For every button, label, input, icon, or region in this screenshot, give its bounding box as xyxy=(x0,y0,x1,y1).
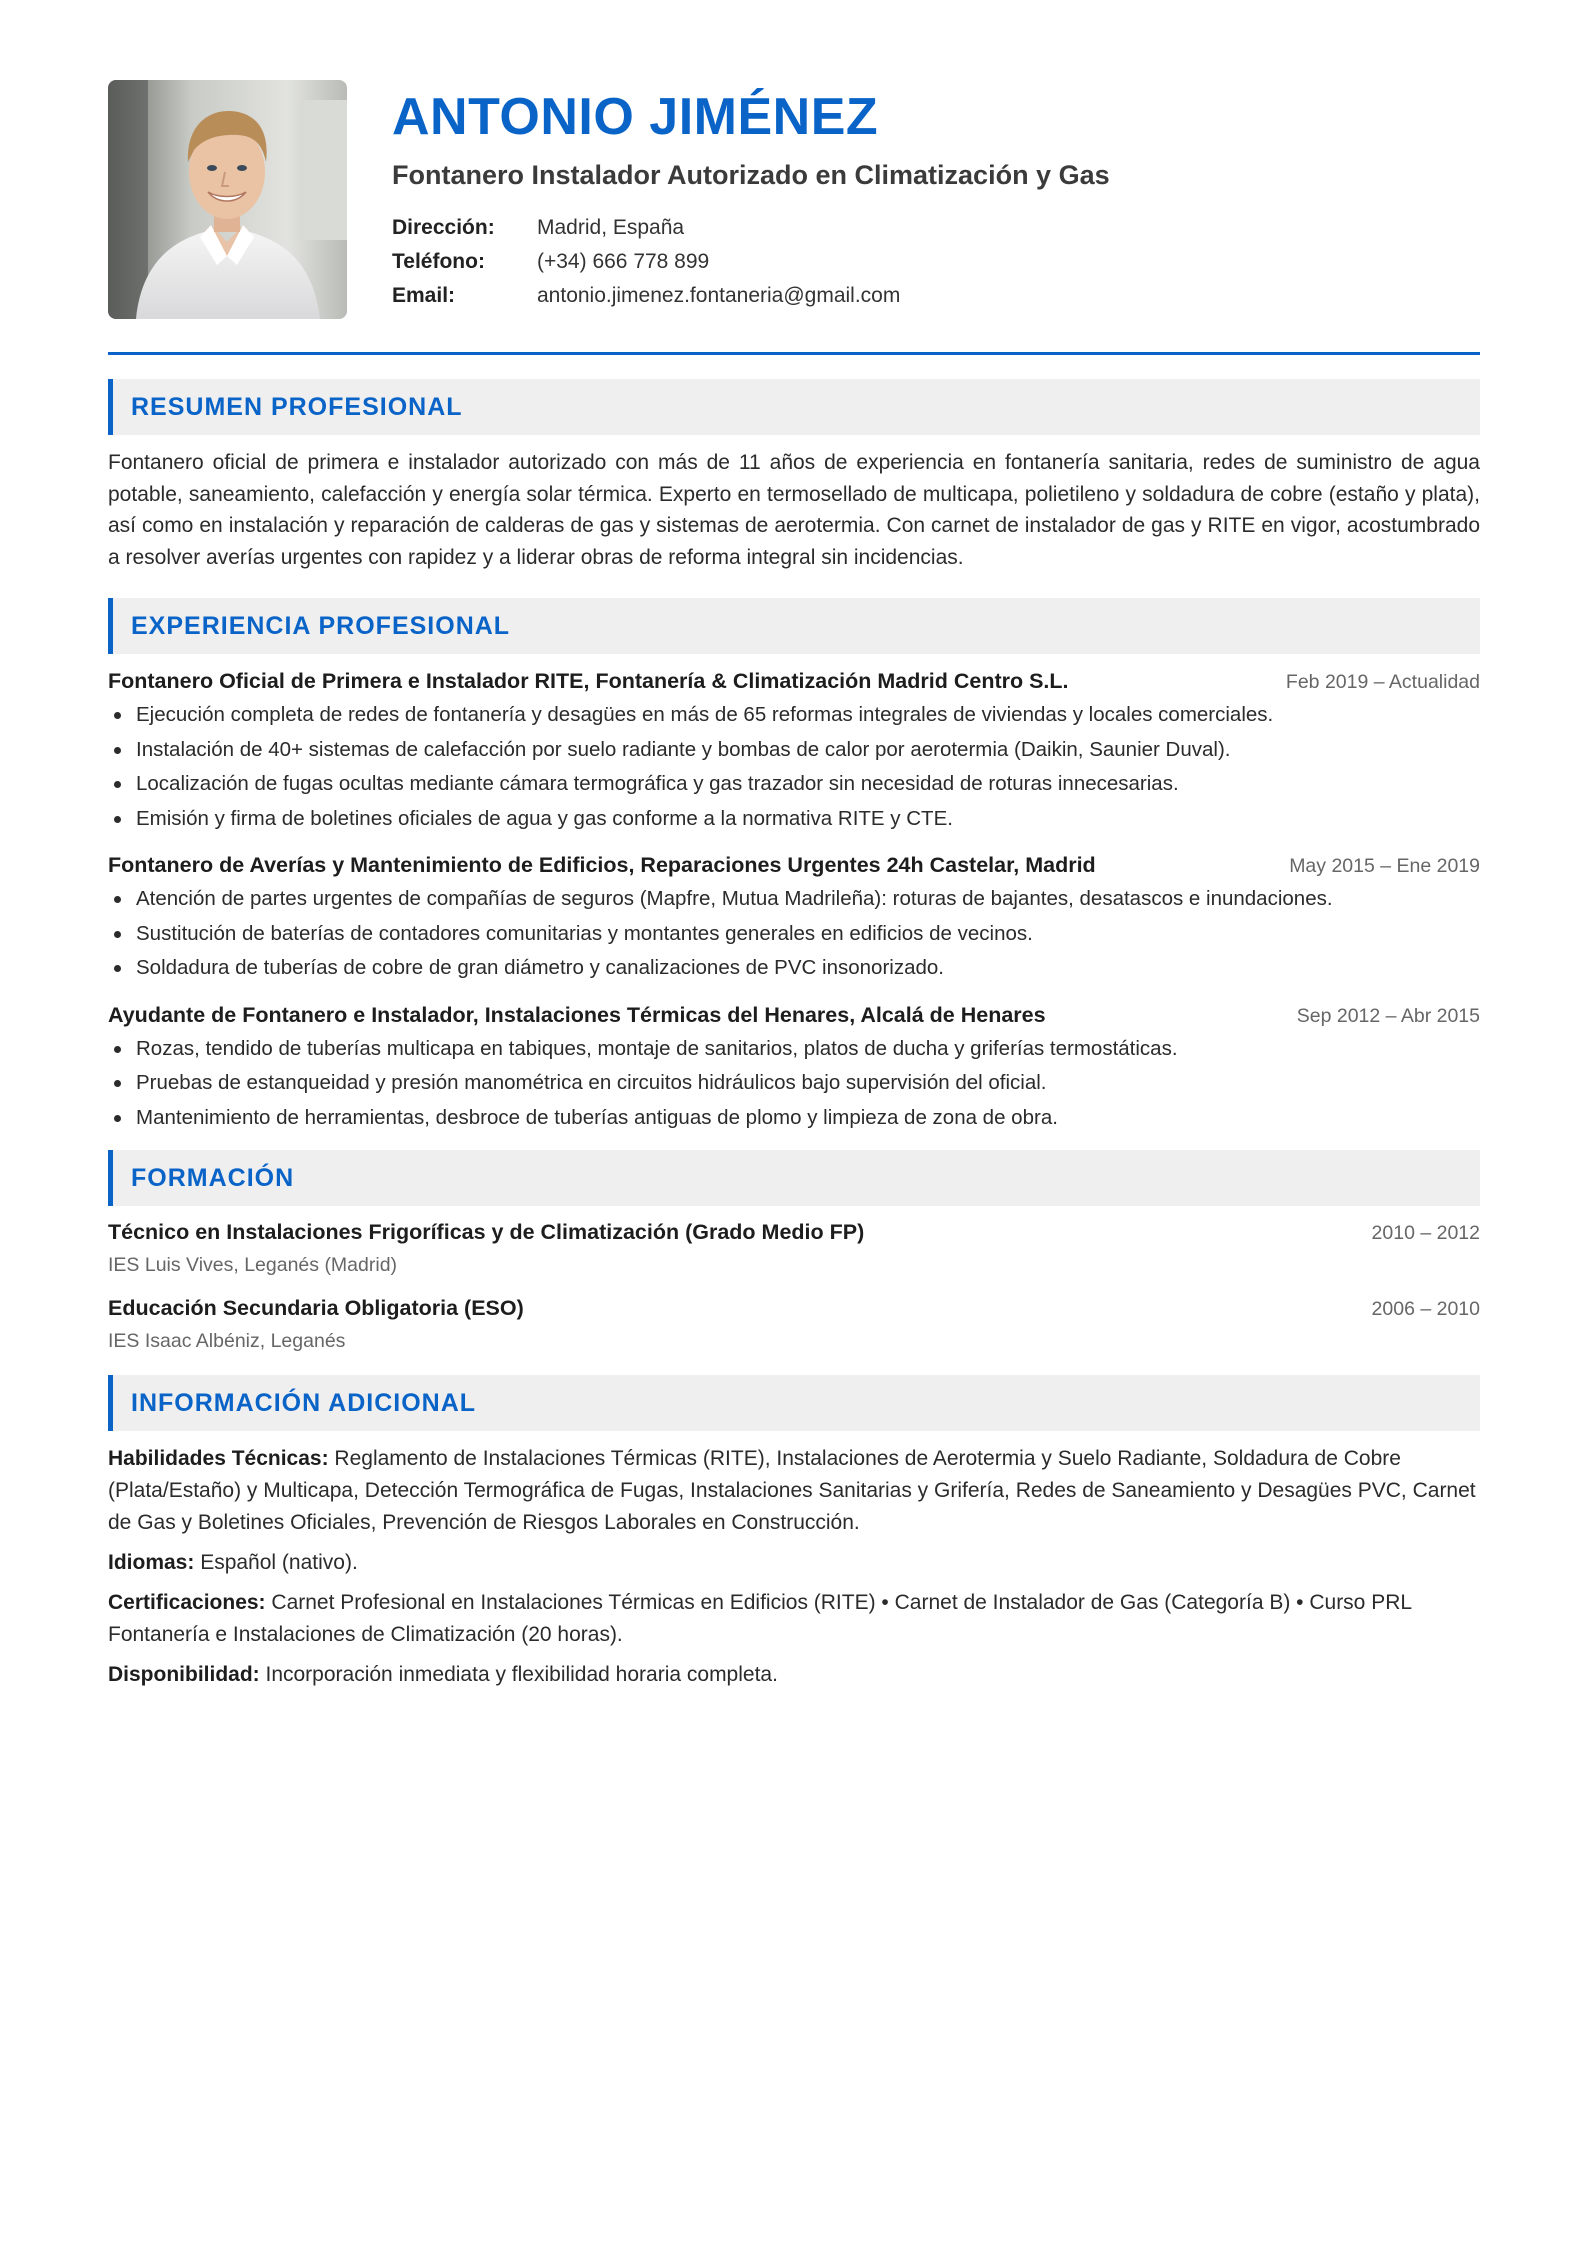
bullet-item: Ejecución completa de redes de fontanería y desagües en más de 65 reformas integrales de viviendas y locales comerciales. xyxy=(108,698,1480,733)
education-school: IES Isaac Albéniz, Leganés xyxy=(108,1330,346,1352)
contact-label: Teléfono: xyxy=(392,250,485,273)
additional-availability xyxy=(108,1659,1480,1691)
contact-value: antonio.jimenez.fontaneria@gmail.com xyxy=(537,284,901,307)
header-divider xyxy=(108,352,1480,355)
education-date: 2006 – 2010 xyxy=(1371,1298,1480,1320)
section-heading-text: INFORMACIÓN ADICIONAL xyxy=(131,1388,477,1417)
profile-photo xyxy=(108,80,347,319)
bullet-item: Mantenimiento de herramientas, desbroce de tuberías antiguas de plomo y limpieza de zona de obra. xyxy=(108,1101,1480,1136)
section-heading-text: EXPERIENCIA PROFESIONAL xyxy=(131,611,511,640)
section-heading-text: RESUMEN PROFESIONAL xyxy=(131,392,463,421)
job-bullets xyxy=(108,698,1480,836)
summary-text: Fontanero oficial de primera e instalador autorizado con más de 11 años de experiencia en fontanería sanitaria, redes de suministro de agua potable, saneamiento, calefacción y energía solar térmica. Experto en termosellado de multicapa, polietileno y soldadura de cobre (estaño y plata), así como en instalación y reparación de calderas de gas y sistemas de aerotermia. Con carnet de instalador de gas y RITE en vigor, acostumbrado a resolver averías urgentes con rapidez y a liderar obras de reforma integral sin incidencias. xyxy=(108,451,1480,569)
job-bullets xyxy=(108,882,1480,986)
bullet-item: Rozas, tendido de tuberías multicapa en tabiques, montaje de sanitarios, platos de ducha y griferías termostáticas. xyxy=(108,1032,1480,1067)
contact-value: Madrid, España xyxy=(537,216,685,239)
bullet-item: Pruebas de estanqueidad y presión manométrica en circuitos hidráulicos bajo supervisión del oficial. xyxy=(108,1066,1480,1101)
contact-label: Email: xyxy=(392,284,456,307)
candidate-name: ANTONIO JIMÉNEZ xyxy=(392,88,879,146)
additional-text: Incorporación inmediata y flexibilidad horaria completa. xyxy=(259,1663,778,1686)
job-title: Fontanero Oficial de Primera e Instalador RITE, Fontanería & Climatización Madrid Centro S.L. xyxy=(108,669,1069,693)
section-heading-education xyxy=(108,1150,1480,1206)
bullet-item: Atención de partes urgentes de compañías de seguros (Mapfre, Mutua Madrileña): roturas de bajantes, desatascos e inundaciones. xyxy=(108,882,1480,917)
additional-text: Español (nativo). xyxy=(194,1551,358,1574)
education-entry xyxy=(108,1220,1480,1277)
job-entry xyxy=(108,853,1480,986)
contact-value: (+34) 666 778 899 xyxy=(537,250,710,273)
education-school: IES Luis Vives, Leganés (Madrid) xyxy=(108,1254,398,1276)
additional-label: Habilidades Técnicas: xyxy=(108,1447,329,1470)
job-entry xyxy=(108,669,1480,836)
additional-languages xyxy=(108,1547,1480,1579)
section-heading-text: FORMACIÓN xyxy=(131,1163,295,1192)
contact-address xyxy=(392,211,1110,245)
candidate-title: Fontanero Instalador Autorizado en Climatización y Gas xyxy=(392,160,1110,190)
job-entry xyxy=(108,1003,1480,1136)
job-title: Ayudante de Fontanero e Instalador, Instalaciones Térmicas del Henares, Alcalá de Henares xyxy=(108,1002,1046,1027)
bullet-item: Sustitución de baterías de contadores comunitarias y montantes generales en edificios de vecinos. xyxy=(108,917,1480,952)
bullet-item: Localización de fugas ocultas mediante cámara termográfica y gas trazador sin necesidad de roturas innecesarias. xyxy=(108,767,1480,802)
education-date: 2010 – 2012 xyxy=(1371,1222,1480,1244)
contact-block xyxy=(392,211,1110,313)
job-date: Feb 2019 – Actualidad xyxy=(1285,671,1480,693)
job-date: Sep 2012 – Abr 2015 xyxy=(1296,1004,1480,1027)
education-title: Educación Secundaria Obligatoria (ESO) xyxy=(108,1296,524,1320)
education-title: Técnico en Instalaciones Frigoríficas y de Climatización (Grado Medio FP) xyxy=(108,1220,865,1244)
bullet-item: Emisión y firma de boletines oficiales de agua y gas conforme a la normativa RITE y CTE. xyxy=(108,802,1480,837)
additional-label: Certificaciones: xyxy=(108,1591,266,1614)
additional-text: Carnet Profesional en Instalaciones Térmicas en Edificios (RITE) • Carnet de Instalador de Gas (Categoría B) • Curso PRL Fontanería e Instalaciones de Climatización (20 horas). xyxy=(108,1591,1412,1646)
contact-label: Dirección: xyxy=(392,216,495,239)
resume-sections xyxy=(108,379,1480,1691)
section-heading-additional xyxy=(108,1375,1480,1431)
section-heading-experience xyxy=(108,598,1480,654)
additional-text: Reglamento de Instalaciones Térmicas (RITE), Instalaciones de Aerotermia y Suelo Radiante, Soldadura de Cobre (Plata/Estaño) y Multicapa, Detección Termográfica de Fugas, Instalaciones Sanitarias y Grifería, Redes de Saneamiento y Desagües PVC, Carnet de Gas y Boletines Oficiales, Prevención de Riesgos Laborales en Construcción. xyxy=(108,1447,1476,1534)
header-info xyxy=(392,80,1110,313)
job-bullets xyxy=(108,1032,1480,1136)
additional-certifications xyxy=(108,1587,1480,1651)
contact-email xyxy=(392,279,1110,313)
job-title: Fontanero de Averías y Mantenimiento de Edificios, Reparaciones Urgentes 24h Castelar, Madrid xyxy=(108,853,1096,877)
contact-phone xyxy=(392,245,1110,279)
bullet-item: Instalación de 40+ sistemas de calefacción por suelo radiante y bombas de calor por aerotermia (Daikin, Saunier Duval). xyxy=(108,733,1480,768)
additional-label: Idiomas: xyxy=(108,1551,195,1574)
job-date: May 2015 – Ene 2019 xyxy=(1289,855,1480,877)
additional-label: Disponibilidad: xyxy=(108,1663,260,1686)
additional-skills xyxy=(108,1443,1480,1539)
bullet-item: Soldadura de tuberías de cobre de gran diámetro y canalizaciones de PVC insonorizado. xyxy=(108,951,1480,986)
resume-header xyxy=(108,80,1480,318)
section-heading-summary xyxy=(108,379,1480,435)
education-entry xyxy=(108,1296,1480,1353)
